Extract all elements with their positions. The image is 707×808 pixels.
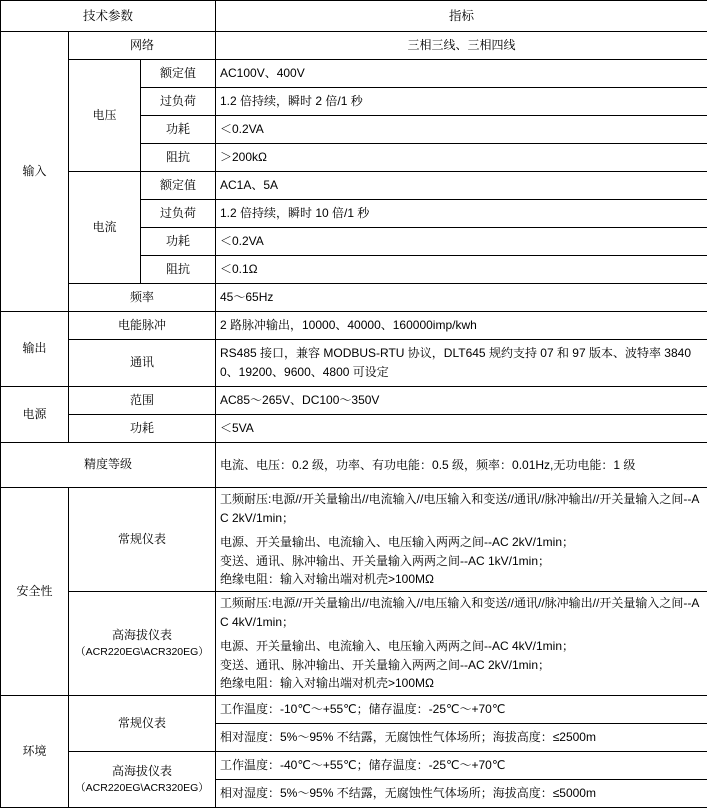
table-row [1,488,707,592]
label-current-rated: 额定值 [141,172,216,200]
label-frequency: 频率 [69,284,216,312]
group-voltage: 电压 [69,60,141,172]
table-row [1,284,707,312]
group-current: 电流 [69,172,141,284]
value-voltage-consumption: ＜0.2VA [216,116,707,144]
table-row [1,32,707,60]
header-cell-parameter: 技术参数 [1,1,216,32]
value-frequency: 45～65Hz [216,284,707,312]
group-env-standard: 常规仪表 [69,695,216,751]
value-network: 三相三线、三相四线 [216,32,707,60]
table-row [1,387,707,415]
section-input: 输入 [1,32,69,312]
safety-highalt-line: 电源、开关量输出、电流输入、电压输入两两之间--AC 4kV/1min； [220,637,703,656]
group-env-highalt [69,751,216,807]
safety-highalt-line: 绝缘电阻：输入对输出端对机壳>100MΩ [220,674,703,693]
value-safety-standard [216,488,707,592]
label-voltage-rated: 额定值 [141,60,216,88]
label-voltage-impedance: 阻抗 [141,144,216,172]
value-env-standard-temp: 工作温度：-10℃～+55℃；储存温度：-25℃～+70℃ [216,695,707,723]
safety-standard-line: 电源、开关量输出、电流输入、电压输入两两之间--AC 2kV/1min； [220,533,703,552]
value-voltage-rated: AC100V、400V [216,60,707,88]
group-safety-highalt-model: （ACR220EG\ACR320EG） [73,645,211,660]
table-row [1,340,707,387]
label-current-impedance: 阻抗 [141,256,216,284]
value-power-consumption: ＜5VA [216,415,707,443]
label-power-consumption: 功耗 [69,415,216,443]
label-communication: 通讯 [69,340,216,387]
value-current-rated: AC1A、5A [216,172,707,200]
safety-standard-line: 变送、通讯、脉冲输出、开关量输入两两之间--AC 1kV/1min； [220,552,703,571]
group-safety-highalt [69,591,216,695]
label-current-consumption: 功耗 [141,228,216,256]
section-accuracy: 精度等级 [1,443,216,488]
table-row [1,172,707,200]
section-power: 电源 [1,387,69,443]
value-safety-highalt [216,591,707,695]
group-env-highalt-model: （ACR220EG\ACR320EG） [73,781,211,796]
value-env-highalt-temp: 工作温度：-40℃～+55℃；储存温度：-25℃～+70℃ [216,751,707,779]
label-voltage-consumption: 功耗 [141,116,216,144]
value-accuracy: 电流、电压：0.2 级，功率、有功电能：0.5 级，频率：0.01Hz,无功电能：1 级 [216,443,707,488]
label-power-range: 范围 [69,387,216,415]
table-row [1,591,707,695]
header-cell-index: 指标 [216,1,707,32]
safety-highalt-line: 变送、通讯、脉冲输出、开关量输入两两之间--AC 2kV/1min； [220,656,703,675]
table-row [1,443,707,488]
value-env-standard-humidity: 相对湿度：5%～95% 不结露，无腐蚀性气体场所；海拔高度：≤2500m [216,723,707,751]
value-current-overload: 1.2 倍持续，瞬时 10 倍/1 秒 [216,200,707,228]
label-energy-pulse: 电能脉冲 [69,312,216,340]
section-environment: 环境 [1,695,69,807]
table-row [1,751,707,779]
value-current-impedance: ＜0.1Ω [216,256,707,284]
safety-standard-line: 工频耐压:电源//开关量输出//电流输入//电压输入和变送//通讯//脉冲输出//开关量输入之间--AC 2kV/1min； [220,490,703,527]
section-safety: 安全性 [1,488,69,696]
section-output: 输出 [1,312,69,387]
table-row [1,695,707,723]
value-communication: RS485 接口，兼容 MODBUS-RTU 协议，DLT645 规约支持 07 和 97 版本、波特率 38400、19200、9600、4800 可设定 [216,340,707,387]
table-row [1,415,707,443]
label-current-overload: 过负荷 [141,200,216,228]
group-safety-standard: 常规仪表 [69,488,216,592]
table-row [1,312,707,340]
table-row [1,60,707,88]
value-power-range: AC85～265V、DC100～350V [216,387,707,415]
value-voltage-impedance: ＞200kΩ [216,144,707,172]
safety-highalt-line: 工频耐压:电源//开关量输出//电流输入//电压输入和变送//通讯//脉冲输出//开关量输入之间--AC 4kV/1min； [220,594,703,631]
label-voltage-overload: 过负荷 [141,88,216,116]
group-env-highalt-label: 高海拔仪表 [112,764,172,778]
value-voltage-overload: 1.2 倍持续，瞬时 2 倍/1 秒 [216,88,707,116]
value-current-consumption: ＜0.2VA [216,228,707,256]
table-header-row [1,1,707,32]
label-network: 网络 [69,32,216,60]
value-env-highalt-humidity: 相对湿度：5%～95% 不结露，无腐蚀性气体场所；海拔高度：≤5000m [216,779,707,807]
value-energy-pulse: 2 路脉冲输出，10000、40000、160000imp/kwh [216,312,707,340]
safety-standard-line: 绝缘电阻：输入对输出端对机壳>100MΩ [220,570,703,589]
group-safety-highalt-label: 高海拔仪表 [112,628,172,642]
